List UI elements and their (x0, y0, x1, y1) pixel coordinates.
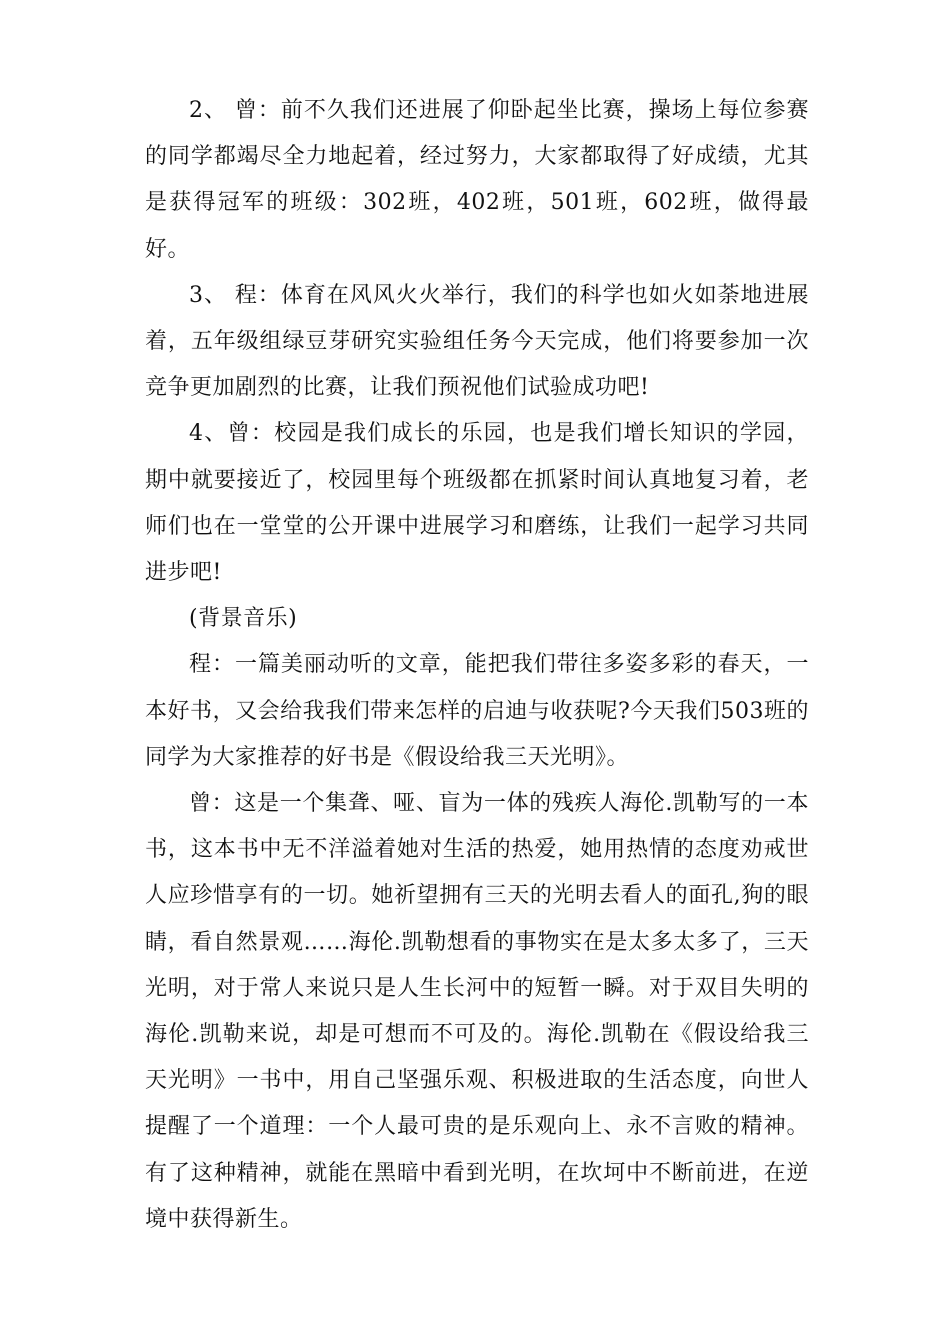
paragraph-6: 曾：这是一个集聋、哑、盲为一体的残疾人海伦.凯勒写的一本书，这本书中无不洋溢着她对生活的热爱，她用热情的态度劝戒世人应珍惜享有的一切。她祈望拥有三天的光明去看人的面孔,狗的眼睛，看自然景观……海伦.凯勒想看的事物实在是太多太多了，三天光明，对于常人来说只是人生长河中的短暂一瞬。对于双目失明的海伦.凯勒来说，却是可想而不可及的。海伦.凯勒在《假设给我三天光明》一书中，用自己坚强乐观、积极进取的生活态度，向世人提醒了一个道理：一个人最可贵的是乐观向上、永不言败的精神。有了这种精神，就能在黑暗中看到光明，在坎坷中不断前进，在逆境中获得新生。 (145, 791, 809, 1232)
document-body (145, 88, 809, 1243)
paragraph-4: (背景音乐) (189, 606, 298, 632)
paragraph-1: 2、 曾：前不久我们还进展了仰卧起坐比赛，操场上每位参赛的同学都竭尽全力地起着，经过努力，大家都取得了好成绩，尤其是获得冠军的班级：302班，402班，501班，602班，做得最好。 (145, 98, 809, 262)
paragraph-3: 4、曾：校园是我们成长的乐园，也是我们增长知识的学园，期中就要接近了，校园里每个班级都在抓紧时间认真地复习着，老师们也在一堂堂的公开课中进展学习和磨练，让我们一起学习共同进步吧! (145, 421, 809, 586)
paragraph-5: 程：一篇美丽动听的文章，能把我们带往多姿多彩的春天，一本好书，又会给我我们带来怎样的启迪与收获呢?今天我们503班的同学为大家推荐的好书是《假设给我三天光明》。 (145, 652, 809, 770)
paragraph-2: 3、 程：体育在风风火火举行，我们的科学也如火如荼地进展着，五年级组绿豆芽研究实验组任务今天完成，他们将要参加一次竞争更加剧烈的比赛，让我们预祝他们试验成功吧! (145, 282, 809, 401)
